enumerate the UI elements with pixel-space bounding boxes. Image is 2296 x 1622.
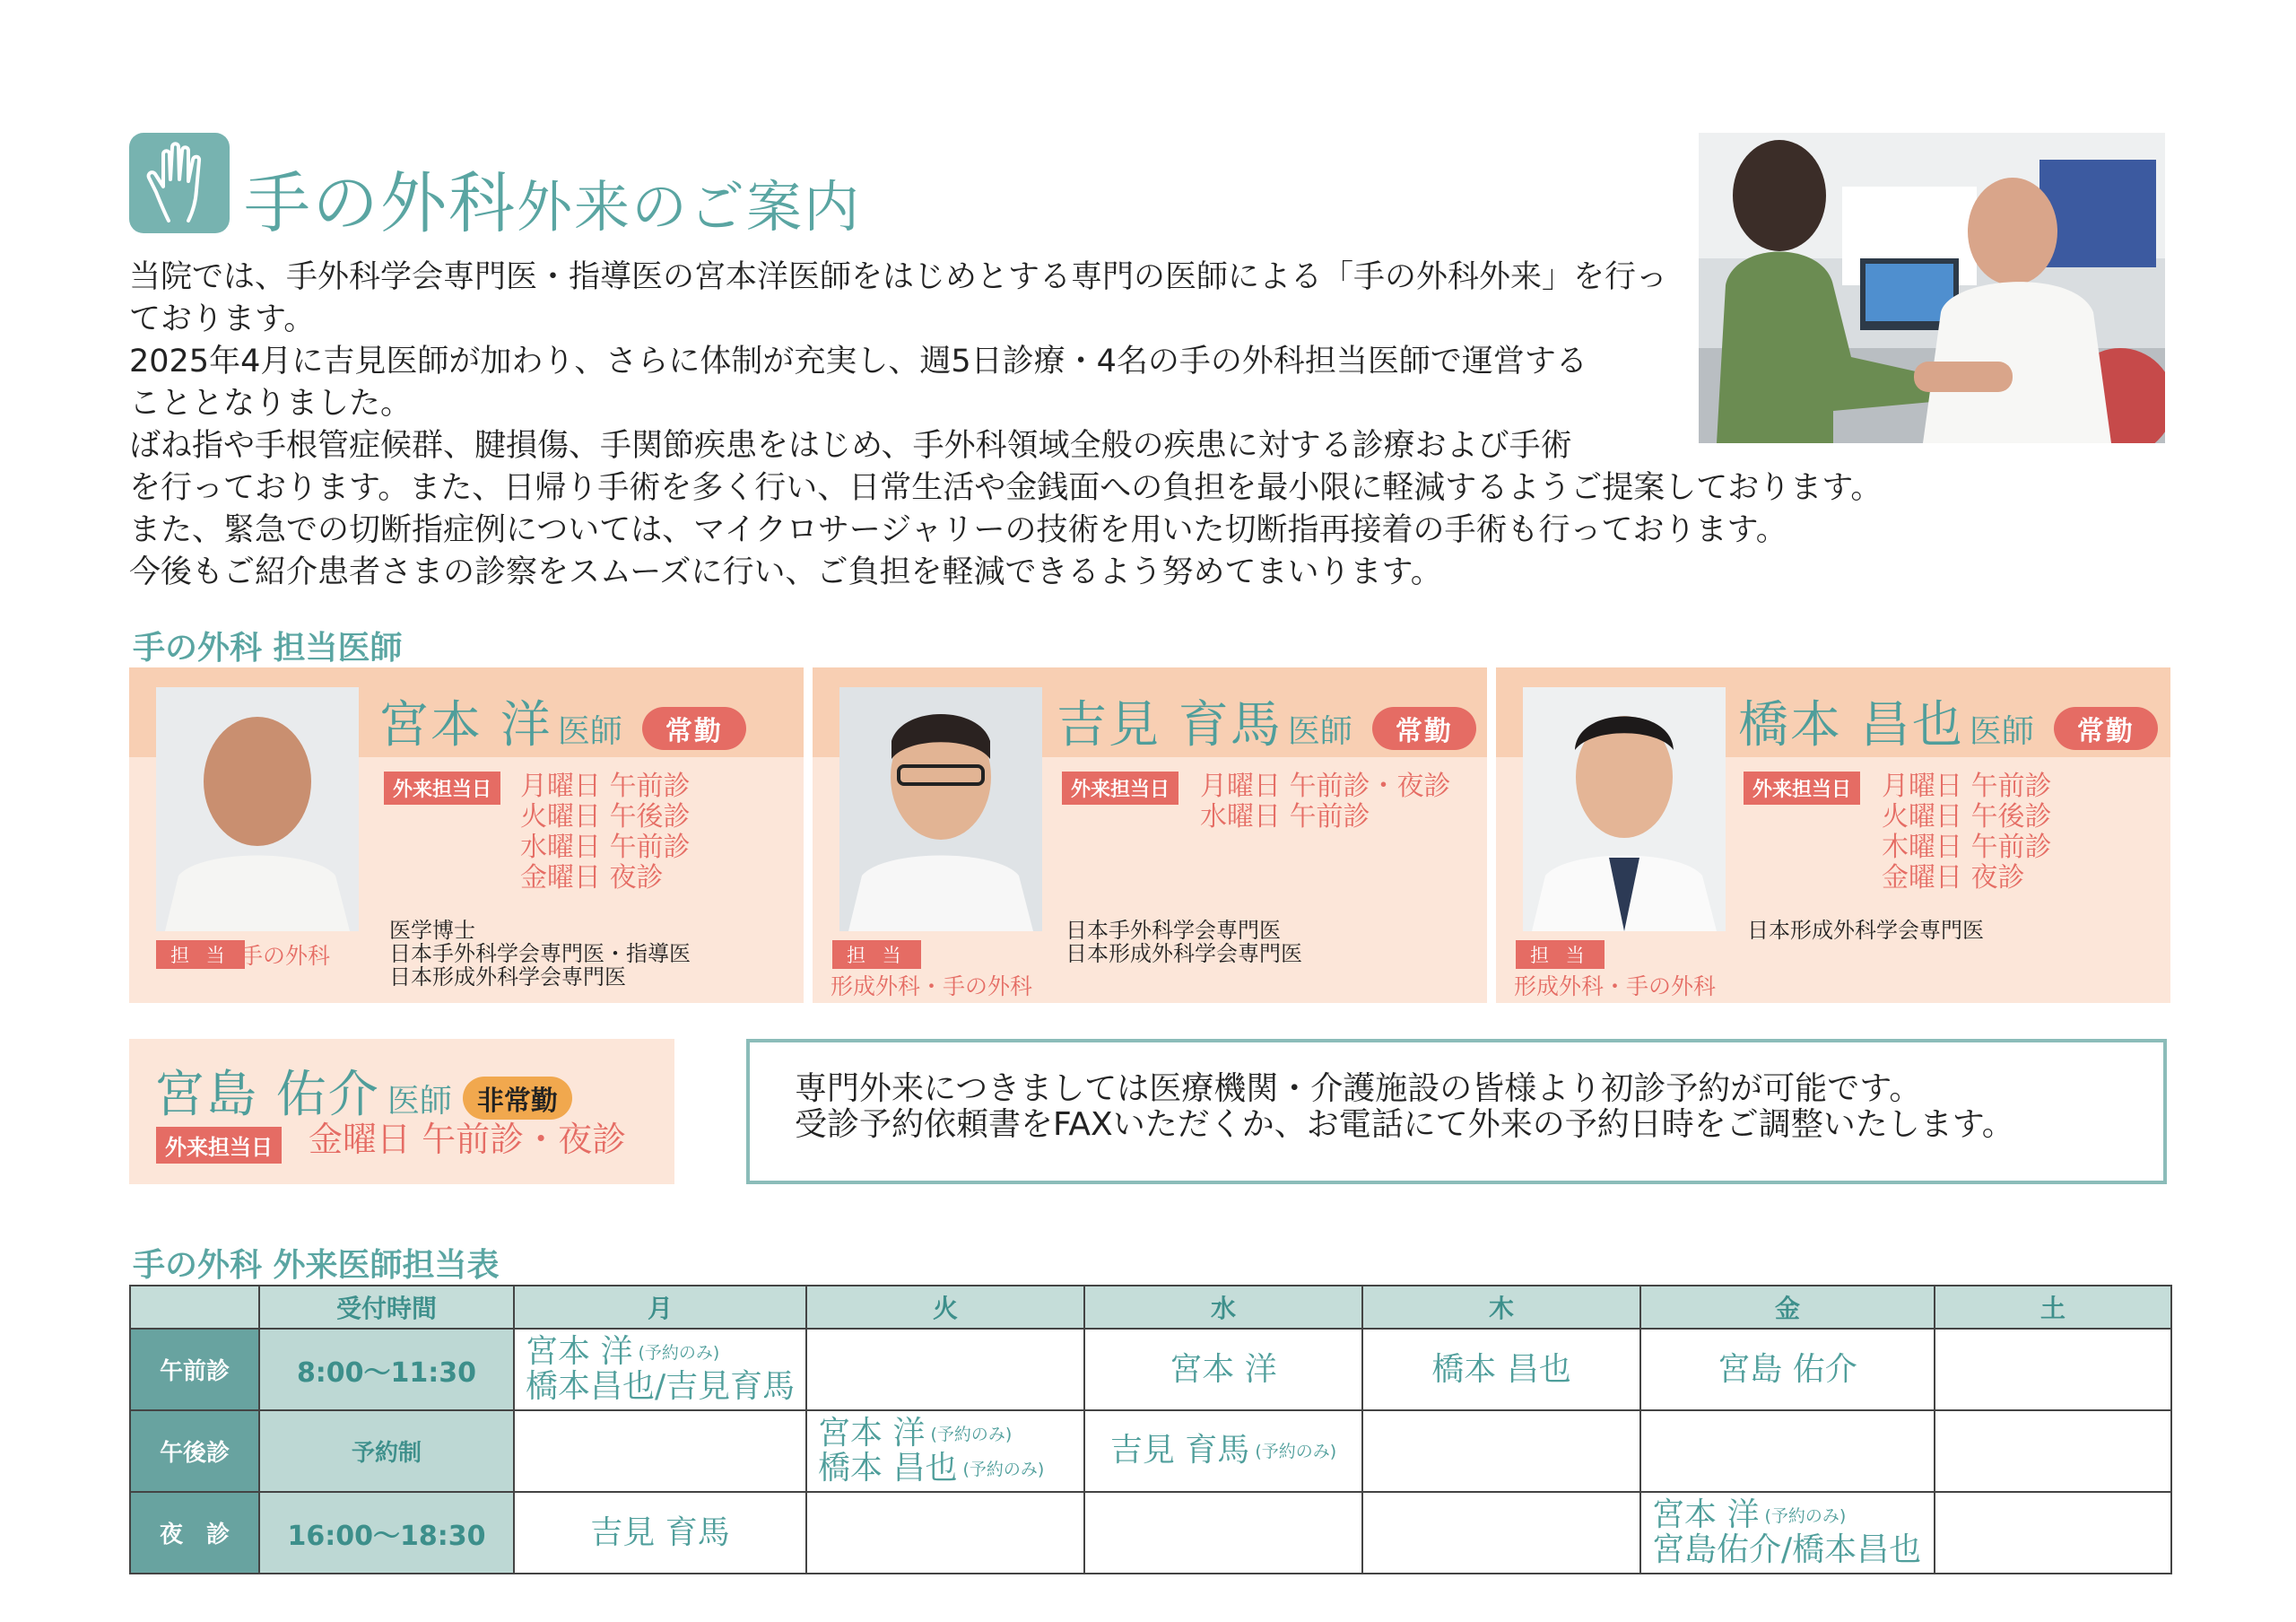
cell-wed: 宮本 洋 — [1084, 1329, 1362, 1410]
cell-mon: 吉見 育馬 — [514, 1492, 806, 1574]
doctor-name: 宮島 佑介 医師 非常勤 — [154, 1055, 572, 1127]
cell-fri: 宮島 佑介 — [1640, 1329, 1935, 1410]
table-row — [130, 1410, 2171, 1492]
cell-sat — [1935, 1410, 2171, 1492]
table-row — [130, 1492, 2171, 1574]
qualifications: 日本形成外科学会専門医 — [1747, 918, 1984, 943]
table-heading: 手の外科 外来医師担当表 — [133, 1247, 500, 1284]
parttime-doctor-card — [129, 1039, 674, 1184]
doctor-portrait — [1523, 687, 1726, 931]
intro-line: 2025年4月に吉見医師が加わり、さらに体制が充実し、週5日診療・4名の手の外科担当医師で運営する — [129, 344, 1587, 379]
cell-tue — [806, 1492, 1084, 1574]
notice-line: 受診予約依頼書をFAXいただくか、お電話にて外来の予約日時をご調整いたします。 — [795, 1106, 2014, 1143]
notice-box — [746, 1039, 2167, 1184]
intro-line: ばね指や手根管症候群、腱損傷、手関節疾患をはじめ、手外科領域全般の疾患に対する診療および手術 — [129, 428, 1572, 464]
intro-line: 今後もご紹介患者さまの診察をスムーズに行い、ご負担を軽減できるよう努めてまいります。 — [129, 554, 1442, 590]
header-cell: 水 — [1084, 1286, 1362, 1329]
qualifications: 日本手外科学会専門医 日本形成外科学会専門医 — [1065, 918, 1302, 966]
table-row — [130, 1329, 2171, 1410]
row-label: 午前診 — [130, 1329, 259, 1410]
doctor-name: 宮本 洋 医師 常勤 — [378, 685, 746, 757]
tanto-label: 担 当 — [1516, 940, 1605, 969]
tanto-label: 担 当 — [156, 940, 245, 969]
schedule-list: 月曜日 午前診 火曜日 午後診 水曜日 午前診 金曜日 夜診 — [520, 771, 691, 894]
cell-tue — [806, 1329, 1084, 1410]
schedule-label: 外来担当日 — [384, 772, 500, 805]
status-badge: 常勤 — [2054, 707, 2158, 750]
reception-time: 16:00～18:30 — [259, 1492, 514, 1574]
doctor-card — [129, 667, 804, 1003]
department: 形成外科・手の外科 — [1514, 973, 1717, 999]
schedule-list: 月曜日 午前診 火曜日 午後診 木曜日 午前診 金曜日 夜診 — [1882, 771, 2052, 894]
table-header-row — [130, 1286, 2171, 1329]
title-main: 手の外科 — [244, 165, 517, 242]
intro-line: また、緊急での切断指症例については、マイクロサージャリーの技術を用いた切断指再接着の手術も行っております。 — [129, 512, 1787, 548]
status-badge: 常勤 — [1372, 707, 1476, 750]
cell-tue: 宮本 洋 (予約のみ) 橋本 昌也 (予約のみ) — [806, 1410, 1084, 1492]
intro-line: ております。 — [129, 301, 316, 337]
schedule-list: 金曜日 午前診・夜診 — [309, 1120, 627, 1159]
cell-fri — [1640, 1410, 1935, 1492]
header-cell — [130, 1286, 259, 1329]
header-cell: 木 — [1362, 1286, 1640, 1329]
cell-sat — [1935, 1329, 2171, 1410]
department: 手の外科 — [240, 943, 331, 969]
header-cell: 土 — [1935, 1286, 2171, 1329]
schedule-label: 外来担当日 — [156, 1127, 282, 1164]
cell-thu — [1362, 1410, 1640, 1492]
cell-mon: 宮本 洋 (予約のみ) 橋本昌也/吉見育馬 — [514, 1329, 806, 1410]
intro-line: 当院では、手外科学会専門医・指導医の宮本洋医師をはじめとする専門の医師による「手の外科外来」を行っ — [129, 259, 1668, 295]
schedule-label: 外来担当日 — [1062, 772, 1178, 805]
cell-wed — [1084, 1492, 1362, 1574]
hand-icon — [129, 133, 230, 233]
intro-text — [129, 257, 1995, 594]
reception-time: 8:00～11:30 — [259, 1329, 514, 1410]
doctor-card — [813, 667, 1487, 1003]
cell-thu: 橋本 昌也 — [1362, 1329, 1640, 1410]
schedule-list: 月曜日 午前診・夜診 水曜日 午前診 — [1200, 771, 1451, 833]
cell-thu — [1362, 1492, 1640, 1574]
cell-fri: 宮本 洋 (予約のみ) 宮島佑介/橋本昌也 — [1640, 1492, 1935, 1574]
page-title — [244, 151, 861, 246]
doctor-portrait — [839, 687, 1042, 931]
header-cell: 火 — [806, 1286, 1084, 1329]
cell-mon — [514, 1410, 806, 1492]
doctor-name: 橋本 昌也 医師 常勤 — [1738, 685, 2158, 757]
status-badge: 常勤 — [642, 707, 746, 750]
cell-sat — [1935, 1492, 2171, 1574]
doctor-name: 吉見 育馬 医師 常勤 — [1057, 685, 1476, 757]
doctors-heading: 手の外科 担当医師 — [133, 630, 403, 667]
doctor-portrait — [156, 687, 359, 931]
reception-time: 予約制 — [259, 1410, 514, 1492]
doctor-card — [1496, 667, 2170, 1003]
schedule-table — [129, 1285, 2172, 1574]
row-label: 午後診 — [130, 1410, 259, 1492]
intro-line: こととなりました。 — [129, 386, 413, 422]
cell-wed: 吉見 育馬 (予約のみ) — [1084, 1410, 1362, 1492]
notice-line: 専門外来につきましては医療機関・介護施設の皆様より初診予約が可能です。 — [795, 1070, 1922, 1107]
header-cell: 金 — [1640, 1286, 1935, 1329]
department: 形成外科・手の外科 — [831, 973, 1033, 999]
row-label: 夜 診 — [130, 1492, 259, 1574]
header-cell: 月 — [514, 1286, 806, 1329]
status-badge: 非常勤 — [463, 1077, 572, 1120]
header-cell: 受付時間 — [259, 1286, 514, 1329]
intro-line: を行っております。また、日帰り手術を多く行い、日常生活や金銭面への負担を最小限に軽減するようご提案しております。 — [129, 470, 1883, 506]
qualifications: 医学博士 日本手外科学会専門医・指導医 日本形成外科学会専門医 — [389, 918, 691, 990]
title-sub: 外来のご案内 — [517, 174, 862, 240]
schedule-label: 外来担当日 — [1744, 772, 1860, 805]
tanto-label: 担 当 — [832, 940, 921, 969]
